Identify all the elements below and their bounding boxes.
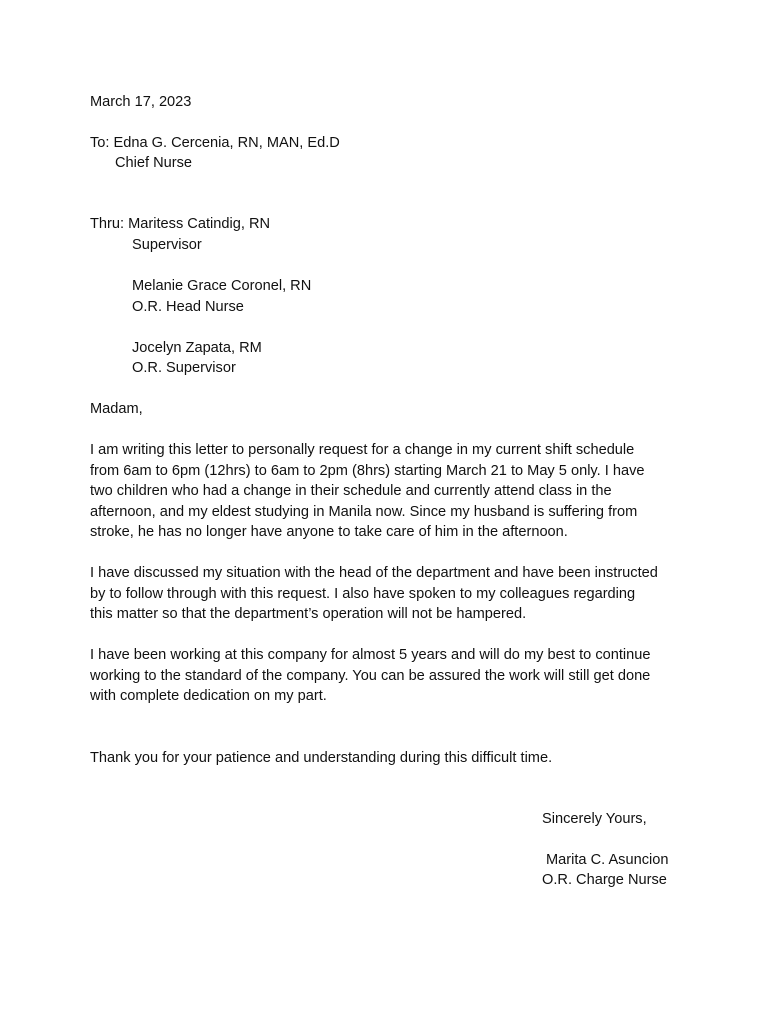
paragraph-line: stroke, he has no longer have anyone to take care of him in the afternoon.	[90, 524, 568, 540]
thru-name-1: Thru: Maritess Catindig, RN	[90, 216, 271, 232]
recipient-line: To: Edna G. Cercenia, RN, MAN, Ed.D	[90, 135, 340, 151]
signature-title: O.R. Charge Nurse	[542, 872, 667, 888]
thanks-line: Thank you for your patience and understanding during this difficult time.	[90, 750, 553, 766]
body-paragraph-3	[90, 645, 690, 707]
thru-name-2: Melanie Grace Coronel, RN	[132, 278, 312, 294]
paragraph-line: I have discussed my situation with the head of the department and have been instructed	[90, 565, 658, 581]
paragraph-line: I am writing this letter to personally request for a change in my current shift schedule	[90, 442, 635, 458]
thru-title-3: O.R. Supervisor	[132, 360, 236, 376]
paragraph-line: afternoon, and my eldest studying in Manila now. Since my husband is suffering from	[90, 503, 638, 520]
thru-title-1: Supervisor	[132, 237, 202, 253]
paragraph-line: this matter so that the department’s operation will not be hampered.	[90, 606, 527, 622]
body-paragraph-1	[90, 440, 690, 543]
letter-date: March 17, 2023	[90, 94, 192, 110]
paragraph-line: by to follow through with this request. I also have spoken to my colleagues regarding	[90, 585, 636, 602]
closing: Sincerely Yours,	[542, 811, 647, 827]
paragraph-line: working to the standard of the company. You can be assured the work will still get done	[90, 667, 651, 684]
body-paragraph-2	[90, 563, 690, 625]
thru-name-3: Jocelyn Zapata, RM	[132, 340, 262, 356]
salutation: Madam,	[90, 401, 143, 417]
recipient-title: Chief Nurse	[115, 155, 193, 171]
paragraph-line: I have been working at this company for almost 5 years and will do my best to continue	[90, 647, 651, 663]
paragraph-line: two children who had a change in their schedule and currently attend class in the	[90, 483, 612, 499]
paragraph-line: from 6am to 6pm (12hrs) to 6am to 2pm (8hrs) starting March 21 to May 5 only. I have	[90, 462, 645, 479]
paragraph-line: with complete dedication on my part.	[90, 688, 327, 704]
thru-title-2: O.R. Head Nurse	[132, 299, 244, 315]
signature-name: Marita C. Asuncion	[546, 852, 669, 868]
